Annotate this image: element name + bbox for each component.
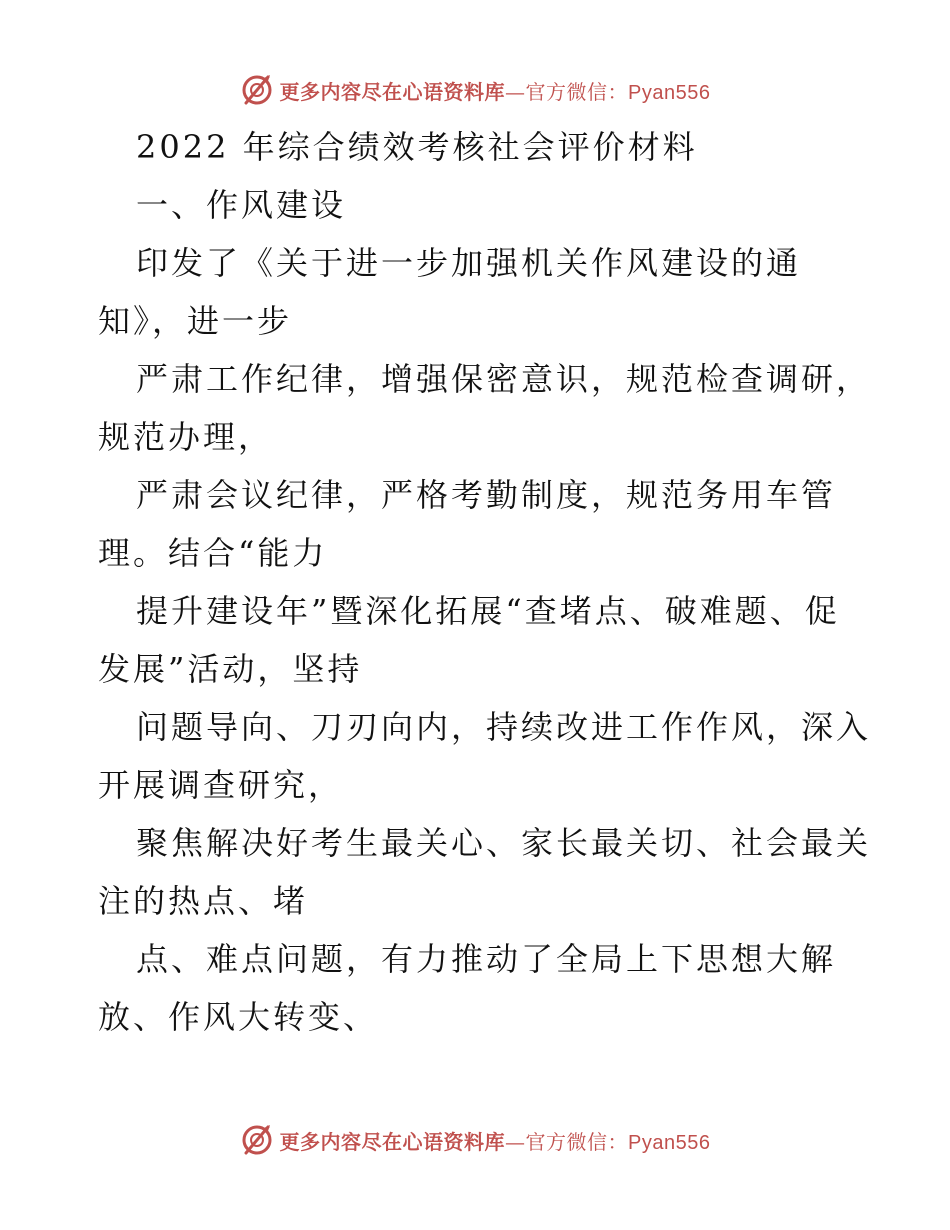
body-line: 严肃工作纪律，增强保密意识，规范检查调研， bbox=[136, 360, 872, 398]
body-line: 发展”活动，坚持 bbox=[98, 650, 363, 688]
watermark-dash: — bbox=[505, 79, 526, 104]
watermark-header bbox=[0, 70, 950, 110]
watermark-dash: — bbox=[505, 1129, 526, 1154]
watermark-text bbox=[280, 76, 711, 105]
body-line: 聚焦解决好考生最关心、家长最关切、社会最关 bbox=[136, 824, 872, 862]
body-line: 提升建设年”暨深化拓展“查堵点、破难题、促 bbox=[136, 592, 840, 630]
watermark-wechat-label: 官方微信： bbox=[525, 79, 629, 104]
body-line: 严肃会议纪律，严格考勤制度，规范务用车管 bbox=[136, 476, 837, 514]
body-line: 开展调查研究， bbox=[98, 766, 344, 804]
quill-logo-icon bbox=[240, 1123, 274, 1157]
body-line: 规范办理， bbox=[98, 418, 274, 456]
watermark-site-text: 更多内容尽在心语资料库 bbox=[279, 1129, 506, 1154]
watermark-wechat-id: Pyan556 bbox=[628, 81, 711, 104]
body-line: 问题导向、刀刃向内，持续改进工作作风，深入 bbox=[136, 708, 872, 746]
body-line: 放、作风大转变、 bbox=[98, 998, 379, 1036]
watermark-wechat-label: 官方微信： bbox=[525, 1129, 629, 1154]
watermark-text bbox=[280, 1126, 711, 1155]
document-body bbox=[98, 118, 872, 1046]
watermark-site-text: 更多内容尽在心语资料库 bbox=[279, 79, 506, 104]
body-line: 注的热点、堵 bbox=[98, 882, 309, 920]
body-line: 点、难点问题，有力推动了全局上下思想大解 bbox=[136, 940, 837, 978]
document-title: 2022 年综合绩效考核社会评价材料 bbox=[136, 128, 698, 166]
watermark-footer bbox=[0, 1120, 950, 1160]
body-line: 知》，进一步 bbox=[98, 302, 293, 340]
body-text bbox=[98, 234, 872, 1046]
body-line: 印发了《关于进一步加强机关作风建设的通 bbox=[136, 244, 802, 282]
watermark-wechat-id: Pyan556 bbox=[628, 1131, 711, 1154]
body-line: 理。结合“能力 bbox=[98, 534, 328, 572]
quill-logo-icon bbox=[240, 73, 274, 107]
section-heading: 一、作风建设 bbox=[136, 186, 347, 224]
